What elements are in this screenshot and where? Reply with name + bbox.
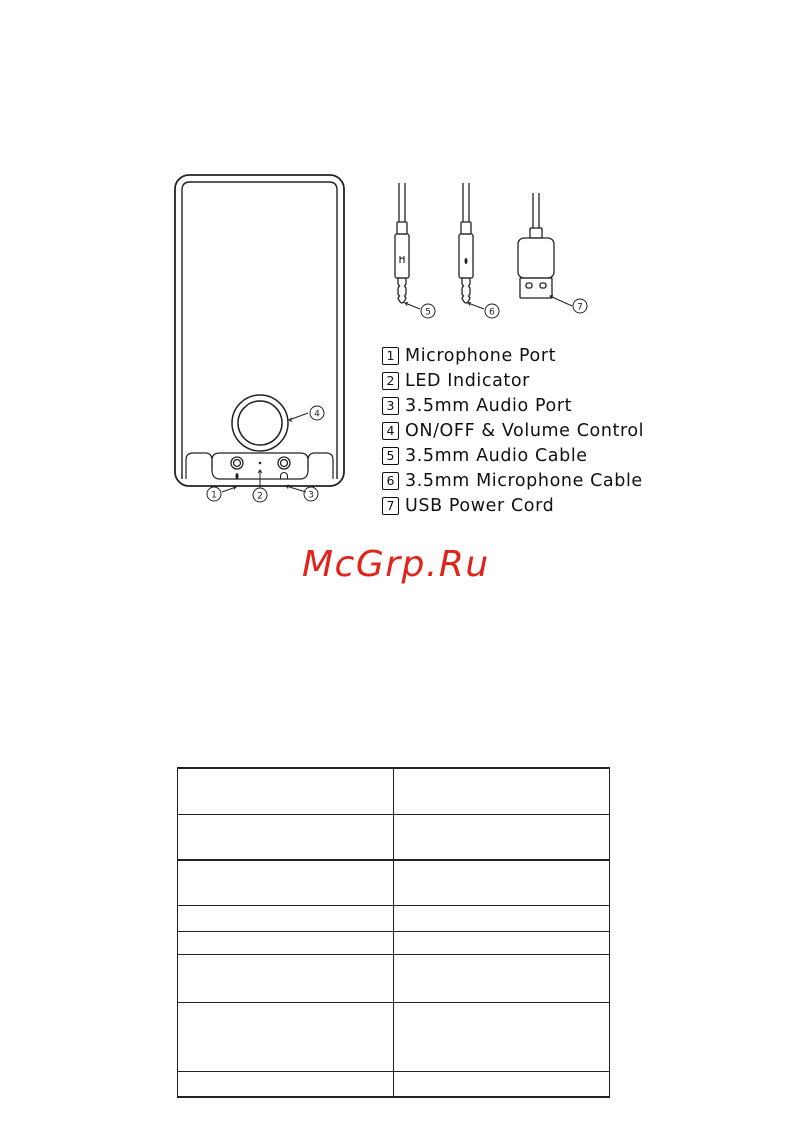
led-indicator bbox=[259, 462, 262, 465]
callout-2: 2 bbox=[257, 491, 263, 502]
table-row bbox=[178, 954, 610, 1002]
table-row bbox=[178, 1002, 610, 1071]
table-cell bbox=[178, 931, 394, 954]
callout-6: 6 bbox=[489, 307, 495, 318]
legend-label: USB Power Cord bbox=[405, 495, 555, 516]
table-row bbox=[178, 768, 610, 814]
legend-number: 5 bbox=[382, 447, 399, 465]
spec-table bbox=[177, 767, 610, 1098]
callout-7: 7 bbox=[577, 302, 583, 313]
table-cell bbox=[178, 1002, 394, 1071]
callout-5: 5 bbox=[425, 307, 431, 318]
table-cell bbox=[178, 905, 394, 931]
table-cell bbox=[394, 954, 610, 1002]
legend-label: 3.5mm Audio Cable bbox=[405, 445, 588, 466]
legend-label: 3.5mm Microphone Cable bbox=[405, 470, 643, 491]
table-cell bbox=[394, 1002, 610, 1071]
parts-legend bbox=[382, 343, 644, 518]
table-cell bbox=[394, 768, 610, 814]
legend-label: LED Indicator bbox=[405, 370, 530, 391]
legend-number: 3 bbox=[382, 397, 399, 415]
table-row bbox=[178, 1071, 610, 1097]
legend-number: 6 bbox=[382, 472, 399, 490]
legend-item bbox=[382, 343, 644, 368]
legend-number: 4 bbox=[382, 422, 399, 440]
legend-item bbox=[382, 493, 644, 518]
usb-cord bbox=[518, 193, 554, 298]
table-cell bbox=[394, 905, 610, 931]
legend-label: Microphone Port bbox=[405, 345, 557, 366]
speaker-body bbox=[175, 175, 344, 486]
legend-number: 7 bbox=[382, 497, 399, 515]
table-cell bbox=[394, 860, 610, 905]
table-cell bbox=[178, 1071, 394, 1097]
legend-number: 2 bbox=[382, 372, 399, 390]
legend-label: 3.5mm Audio Port bbox=[405, 395, 573, 416]
legend-item bbox=[382, 443, 644, 468]
table-cell bbox=[178, 814, 394, 860]
table-row bbox=[178, 931, 610, 954]
legend-item bbox=[382, 468, 644, 493]
table-cell bbox=[178, 768, 394, 814]
table-cell bbox=[178, 954, 394, 1002]
watermark: McGrp.Ru bbox=[302, 544, 490, 585]
microphone-cable bbox=[459, 183, 473, 303]
table-cell bbox=[394, 931, 610, 954]
legend-label: ON/OFF & Volume Control bbox=[405, 420, 645, 441]
legend-item bbox=[382, 368, 644, 393]
callout-4: 4 bbox=[314, 409, 320, 420]
table-row bbox=[178, 860, 610, 905]
headphone-icon bbox=[281, 473, 288, 480]
callout-circles bbox=[207, 406, 324, 502]
table-row bbox=[178, 814, 610, 860]
legend-item bbox=[382, 393, 644, 418]
microphone-icon bbox=[235, 473, 238, 479]
microphone-port bbox=[231, 457, 243, 469]
table-cell bbox=[394, 814, 610, 860]
cable-callout-leaders bbox=[405, 296, 587, 319]
table-cell bbox=[394, 1071, 610, 1097]
callout-1: 1 bbox=[211, 490, 217, 501]
table-cell bbox=[178, 860, 394, 905]
legend-number: 1 bbox=[382, 347, 399, 365]
callout-3: 3 bbox=[308, 490, 314, 501]
legend-item bbox=[382, 418, 644, 443]
volume-knob bbox=[232, 395, 288, 451]
table-row bbox=[178, 905, 610, 931]
audio-port bbox=[278, 457, 290, 469]
audio-cable bbox=[395, 183, 409, 303]
